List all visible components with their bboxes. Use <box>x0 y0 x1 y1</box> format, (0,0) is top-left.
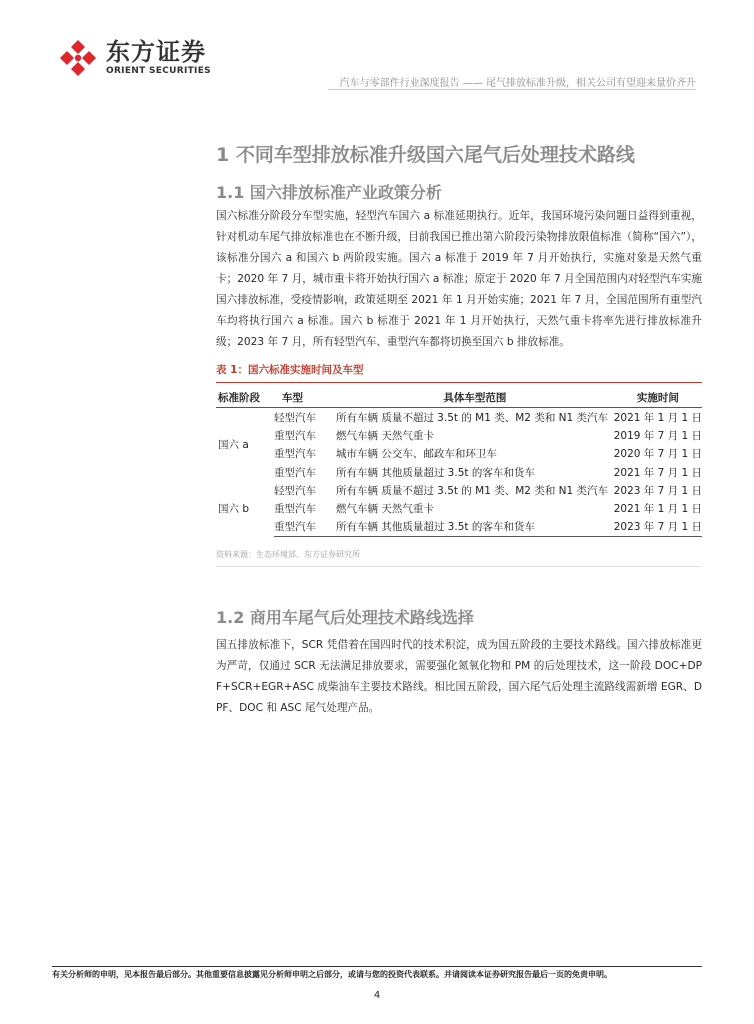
col-header-type: 车型 <box>274 388 336 408</box>
subsection-heading: 1.2 商用车尾气后处理技术路线选择 <box>216 608 474 627</box>
scope-cell: 所有车辆 质量不超过 3.5t 的 M1 类、M2 类和 N1 类汽车 <box>336 484 609 497</box>
table-row <box>216 463 702 481</box>
date-cell: 2021 年 1 月 1 日 <box>613 411 702 424</box>
company-logo <box>58 38 211 78</box>
vehicle-type-cell: 重型汽车 <box>274 429 316 442</box>
table-row <box>216 426 702 444</box>
col-header-date: 实施时间 <box>614 388 702 408</box>
date-cell: 2021 年 7 月 1 日 <box>613 466 702 479</box>
table-bottom-rule <box>216 566 702 567</box>
page-number: 4 <box>373 990 381 1001</box>
stage-cell: 国六 b <box>218 503 250 516</box>
scope-cell: 燃气车辆 天然气重卡 <box>336 429 434 442</box>
header-divider <box>328 89 696 90</box>
subsection-heading: 1.1 国六排放标准产业政策分析 <box>216 183 442 202</box>
body-paragraph: 国五排放标准下，SCR 凭借着在国四时代的技术积淀，成为国五阶段的主要技术路线。国六排放标准更为严苛，仅通过 SCR 无法满足排放要求，需要强化氮氧化物和 PM 的后处理技术，这一阶段 DOC+DPF+SCR+EGR+ASC 成柴油车主要技术路线。相比国五阶段，国六尾气后处理主流路线需新增 EGR、DPF、DOC 和 ASC 尾气处理产品。 <box>216 639 702 714</box>
scope-cell: 城市车辆 公交车、邮政车和环卫车 <box>336 448 497 461</box>
stage-cell: 国六 a <box>218 439 249 452</box>
orient-logo-icon <box>58 38 98 78</box>
table-top-rule <box>216 382 702 383</box>
col-header-scope: 具体车型范围 <box>336 388 614 408</box>
table-caption: 表 1：国六标准实施时间及车型 <box>216 364 364 376</box>
table-header-row <box>216 388 702 408</box>
vehicle-type-cell: 重型汽车 <box>274 503 316 516</box>
scope-cell: 所有车辆 其他质量超过 3.5t 的客车和货车 <box>336 518 614 537</box>
scope-cell: 燃气车辆 天然气重卡 <box>336 503 434 516</box>
logo-english-name: ORIENT SECURITIES <box>106 66 211 76</box>
section-heading: 1 不同车型排放标准升级国六尾气后处理技术路线 <box>216 144 635 166</box>
vehicle-type-cell: 重型汽车 <box>274 448 316 461</box>
table-source-note: 资料来源：生态环境部、东方证券研究所 <box>216 550 360 559</box>
vehicle-type-cell: 重型汽车 <box>274 466 316 479</box>
body-paragraph: 国六标准分阶段分车型实施，轻型汽车国六 a 标准延期执行。近年，我国环境污染问题日益得到重视，针对机动车尾气排放标准也在不断升级，目前我国已推出第六阶段污染物排放限值标准（简称“国六”），该标准分国六 a 和国六 b 两阶段实施。国六 a 标准于 2019 年 7 月开始执行，实施对象是天然气重卡；2020 年 7 月，城市重卡将开始执行国六 a 标准；原定于 2020 年 7 月全国范围内对轻型汽车实施国六排放标准，受疫情影响，政策延期至 2021 年 1 月开始实施；2021 年 7 月，全国范围所有重型汽车均将执行国六 a 标准。国六 b 标准于 2021 年 1 月开始执行，天然气重卡将率先进行排放标准升级；2023 年 7 月，所有轻型汽车、重型汽车都将切换至国六 b 排放标准。 <box>216 210 702 348</box>
standards-table <box>216 388 702 537</box>
date-cell: 2023 年 7 月 1 日 <box>614 518 702 537</box>
logo-chinese-name: 东方证券 <box>106 38 206 66</box>
vehicle-type-cell: 重型汽车 <box>274 518 336 537</box>
date-cell: 2020 年 7 月 1 日 <box>613 448 702 461</box>
date-cell: 2021 年 1 月 1 日 <box>613 503 702 516</box>
vehicle-type-cell: 轻型汽车 <box>274 484 316 497</box>
vehicle-type-cell: 轻型汽车 <box>274 411 316 424</box>
footer-divider <box>52 966 702 967</box>
table-row <box>216 445 702 463</box>
table-row <box>216 481 702 499</box>
table-row <box>216 408 702 427</box>
col-header-stage: 标准阶段 <box>216 388 274 408</box>
footer-disclaimer: 有关分析师的申明，见本报告最后部分。其他重要信息披露见分析师申明之后部分，或请与您的投资代表联系。并请阅读本证券研究报告最后一页的免责申明。 <box>52 970 612 979</box>
date-cell: 2019 年 7 月 1 日 <box>613 429 702 442</box>
scope-cell: 所有车辆 质量不超过 3.5t 的 M1 类、M2 类和 N1 类汽车 <box>336 411 609 424</box>
table-row <box>216 518 702 537</box>
table-row <box>216 499 702 517</box>
scope-cell: 所有车辆 其他质量超过 3.5t 的客车和货车 <box>336 466 535 479</box>
report-title: 汽车与零部件行业深度报告 —— 尾气排放标准升级，相关公司有望迎来量价齐升 <box>339 78 696 89</box>
date-cell: 2023 年 7 月 1 日 <box>613 484 702 497</box>
